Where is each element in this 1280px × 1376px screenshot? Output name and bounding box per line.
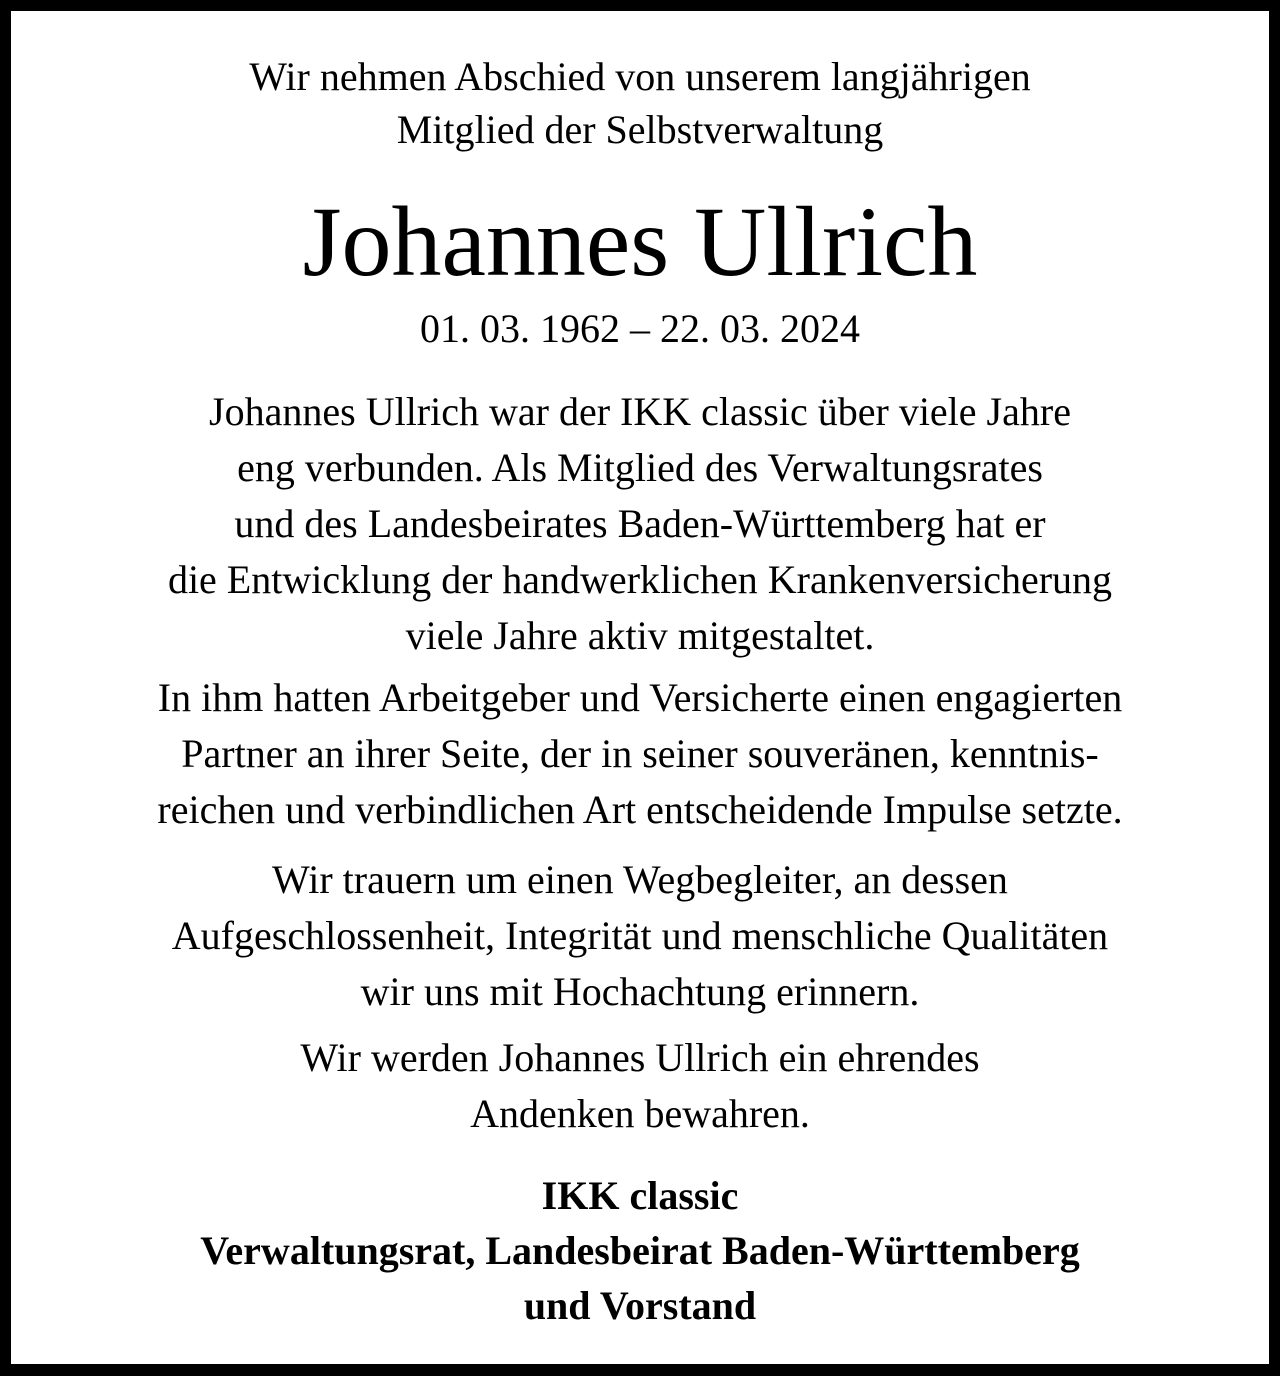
paragraph-line: wir uns mit Hochachtung erinnern.: [360, 969, 920, 1014]
intro-line: Wir nehmen Abschied von unserem langjährigen: [249, 54, 1031, 99]
paragraph-line: eng verbunden. Als Mitglied des Verwaltungsrates: [237, 445, 1043, 490]
intro-line: Mitglied der Selbstverwaltung: [396, 107, 884, 152]
paragraph-line: viele Jahre aktiv mitgestaltet.: [405, 613, 875, 658]
paragraph-line: Wir trauern um einen Wegbegleiter, an dessen: [272, 857, 1008, 902]
paragraph-line: und des Landesbeirates Baden-Württemberg hat er: [234, 501, 1046, 546]
paragraph-memory: [11, 1030, 1269, 1142]
paragraph-line: Johannes Ullrich war der IKK classic über viele Jahre: [209, 389, 1071, 434]
intro-text: [11, 50, 1269, 156]
deceased-name: Johannes Ullrich: [302, 186, 978, 297]
paragraph-line: Andenken bewahren.: [470, 1091, 810, 1136]
life-dates: 01. 03. 1962 – 22. 03. 2024: [420, 306, 860, 351]
paragraph-line: Partner an ihrer Seite, der in seiner souveränen, kenntnis-: [181, 731, 1099, 776]
paragraph-line: die Entwicklung der handwerklichen Krankenversicherung: [167, 557, 1113, 602]
paragraph-partner: [11, 670, 1269, 838]
paragraph-line: Wir werden Johannes Ullrich ein ehrendes: [300, 1035, 980, 1080]
paragraph-line: In ihm hatten Arbeitgeber und Versicherte einen engagierten: [157, 675, 1123, 720]
signature-bodies: Verwaltungsrat, Landesbeirat Baden-Württemberg: [200, 1228, 1080, 1273]
paragraph-line: reichen und verbindlichen Art entscheidende Impulse setzte.: [157, 787, 1123, 832]
paragraph-line: Aufgeschlossenheit, Integrität und menschliche Qualitäten: [171, 913, 1109, 958]
signature-board: und Vorstand: [523, 1283, 757, 1328]
signature-organization: IKK classic: [541, 1173, 739, 1218]
paragraph-mourning: [11, 852, 1269, 1020]
signature-block: [11, 1168, 1269, 1333]
paragraph-tribute: [11, 384, 1269, 664]
